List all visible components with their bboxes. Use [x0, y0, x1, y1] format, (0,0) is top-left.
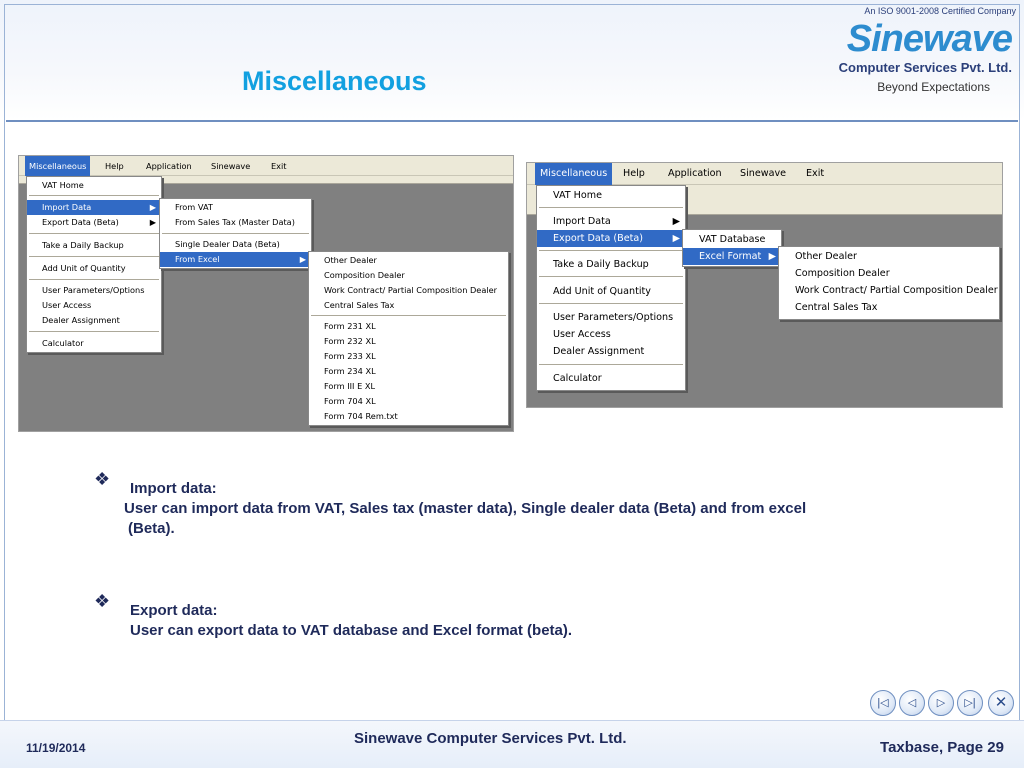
- menu-item-vat-home[interactable]: VAT Home: [553, 190, 603, 201]
- menu-item-work-contract[interactable]: Work Contract/ Partial Composition Dealer: [324, 285, 498, 295]
- close-icon: ✕: [994, 694, 1008, 711]
- menu-separator: [29, 233, 159, 234]
- excel-format-submenu: [778, 246, 1000, 320]
- menu-item-vat-database[interactable]: VAT Database: [699, 234, 766, 245]
- menu-item-form-704-rem[interactable]: Form 704 Rem.txt: [324, 411, 398, 421]
- export-data-screenshot: [526, 162, 1003, 408]
- menu-item-dealer-assignment[interactable]: Dealer Assignment: [42, 315, 120, 325]
- menu-separator: [29, 279, 159, 280]
- menu-help[interactable]: Help: [623, 168, 645, 179]
- menu-item-import-data[interactable]: [537, 213, 685, 230]
- menu-sinewave[interactable]: Sinewave: [740, 168, 787, 179]
- menu-item-label: Import Data: [553, 216, 611, 227]
- first-slide-button[interactable]: [870, 690, 896, 716]
- menu-separator: [29, 331, 159, 332]
- submenu-arrow-icon: ▶: [672, 216, 680, 227]
- submenu-arrow-icon: ▶: [299, 254, 306, 264]
- menu-exit[interactable]: Exit: [806, 168, 825, 179]
- menu-item-daily-backup[interactable]: Take a Daily Backup: [553, 259, 649, 270]
- footer-date: 11/19/2014: [26, 741, 86, 755]
- menu-item-label: Excel Format: [699, 251, 762, 262]
- bullet-text: User can export data to VAT database and Excel format (beta).: [130, 622, 573, 639]
- menu-item-form-234[interactable]: Form 234 XL: [324, 366, 376, 376]
- menu-item-from-excel[interactable]: [160, 252, 311, 267]
- header-divider: [6, 120, 1018, 122]
- menu-miscellaneous[interactable]: Miscellaneous: [535, 163, 612, 185]
- menu-item-excel-format[interactable]: [683, 248, 781, 265]
- bullet-text: User can import data from VAT, Sales tax (master data), Single dealer data (Beta) and from excel: [124, 500, 807, 517]
- menu-separator: [539, 303, 683, 304]
- diamond-bullet-icon: ❖: [94, 591, 111, 611]
- submenu-arrow-icon: ▶: [672, 233, 680, 244]
- menu-item-label: Import Data: [42, 202, 92, 212]
- import-data-submenu: [159, 198, 312, 269]
- menu-bar: [527, 163, 1002, 185]
- previous-slide-button[interactable]: [899, 690, 925, 716]
- company-logo: [800, 6, 1020, 106]
- menu-separator: [311, 315, 506, 316]
- first-slide-icon: |◁: [877, 697, 889, 709]
- next-slide-button[interactable]: [928, 690, 954, 716]
- menu-item-composition-dealer[interactable]: Composition Dealer: [324, 270, 405, 280]
- previous-slide-icon: ◁: [907, 697, 917, 709]
- menu-item-central-sales-tax[interactable]: Central Sales Tax: [795, 302, 878, 313]
- menu-item-form-232[interactable]: Form 232 XL: [324, 336, 376, 346]
- menu-help[interactable]: Help: [105, 161, 124, 171]
- menu-separator: [539, 207, 683, 208]
- miscellaneous-dropdown: [536, 185, 686, 391]
- menu-application[interactable]: Application: [146, 161, 192, 171]
- menu-item-export-data[interactable]: [27, 215, 161, 230]
- menu-item-calculator[interactable]: Calculator: [42, 338, 84, 348]
- menu-item-central-sales-tax[interactable]: Central Sales Tax: [324, 300, 395, 310]
- menu-item-single-dealer[interactable]: Single Dealer Data (Beta): [175, 239, 280, 249]
- brand-name: Sinewave: [846, 18, 1012, 60]
- menu-item-user-access[interactable]: User Access: [42, 300, 92, 310]
- menu-item-other-dealer[interactable]: Other Dealer: [324, 255, 377, 265]
- menu-sinewave[interactable]: Sinewave: [211, 161, 251, 171]
- menu-item-add-unit[interactable]: Add Unit of Quantity: [42, 263, 126, 273]
- bullet-heading: Export data:: [130, 602, 218, 619]
- menu-item-daily-backup[interactable]: Take a Daily Backup: [42, 240, 124, 250]
- submenu-arrow-icon: ▶: [149, 217, 156, 227]
- footer-company: Sinewave Computer Services Pvt. Ltd.: [354, 730, 627, 747]
- menu-item-form-233[interactable]: Form 233 XL: [324, 351, 376, 361]
- menu-item-other-dealer[interactable]: Other Dealer: [795, 251, 857, 262]
- submenu-arrow-icon: ▶: [768, 251, 776, 262]
- menu-exit[interactable]: Exit: [271, 161, 287, 171]
- next-slide-icon: ▷: [936, 697, 946, 709]
- menu-item-import-data[interactable]: [27, 200, 161, 215]
- menu-item-user-parameters[interactable]: User Parameters/Options: [553, 312, 674, 323]
- menu-item-vat-home[interactable]: VAT Home: [42, 180, 84, 190]
- menu-separator: [29, 195, 159, 196]
- menu-item-export-data[interactable]: [537, 230, 685, 247]
- menu-separator: [539, 364, 683, 365]
- menu-item-form-231[interactable]: Form 231 XL: [324, 321, 376, 331]
- close-button[interactable]: [988, 690, 1014, 716]
- footer: [0, 720, 1024, 768]
- menu-item-calculator[interactable]: Calculator: [553, 373, 602, 384]
- export-data-submenu: [682, 229, 782, 267]
- menu-item-form-iii-e[interactable]: Form III E XL: [324, 381, 376, 391]
- submenu-arrow-icon: ▶: [149, 202, 156, 212]
- menu-item-add-unit[interactable]: Add Unit of Quantity: [553, 286, 651, 297]
- bullet-heading: Import data:: [130, 480, 217, 497]
- menu-bar: [19, 156, 513, 176]
- menu-separator: [29, 256, 159, 257]
- menu-item-form-704[interactable]: Form 704 XL: [324, 396, 376, 406]
- menu-item-user-parameters[interactable]: User Parameters/Options: [42, 285, 145, 295]
- menu-miscellaneous[interactable]: Miscellaneous: [25, 156, 90, 176]
- menu-item-dealer-assignment[interactable]: Dealer Assignment: [553, 346, 645, 357]
- menu-separator: [162, 233, 309, 234]
- diamond-bullet-icon: ❖: [94, 469, 111, 489]
- menu-separator: [539, 276, 683, 277]
- bullet-text-continued: (Beta).: [128, 520, 175, 537]
- last-slide-icon: ▷|: [964, 697, 976, 709]
- menu-item-label: Export Data (Beta): [553, 233, 644, 244]
- page-title: Miscellaneous: [242, 66, 427, 96]
- menu-item-from-vat[interactable]: From VAT: [175, 202, 213, 212]
- menu-application[interactable]: Application: [668, 168, 722, 179]
- menu-item-label: From Excel: [175, 254, 220, 264]
- from-excel-submenu: [308, 251, 509, 426]
- logo-tagline: Beyond Expectations: [877, 80, 990, 94]
- menu-item-from-sales-tax[interactable]: From Sales Tax (Master Data): [175, 217, 295, 227]
- menu-item-composition-dealer[interactable]: Composition Dealer: [795, 268, 890, 279]
- menu-separator: [539, 250, 683, 251]
- miscellaneous-dropdown: [26, 176, 162, 353]
- menu-item-work-contract[interactable]: Work Contract/ Partial Composition Dealer: [795, 285, 998, 296]
- menu-item-user-access[interactable]: User Access: [553, 329, 611, 340]
- logo-company-name: Computer Services Pvt. Ltd.: [838, 60, 1012, 75]
- certification-text: An ISO 9001-2008 Certified Company: [864, 6, 1016, 16]
- footer-page-number: Taxbase, Page 29: [880, 739, 1004, 756]
- import-data-screenshot: [18, 155, 514, 432]
- last-slide-button[interactable]: [957, 690, 983, 716]
- menu-item-label: Export Data (Beta): [42, 217, 119, 227]
